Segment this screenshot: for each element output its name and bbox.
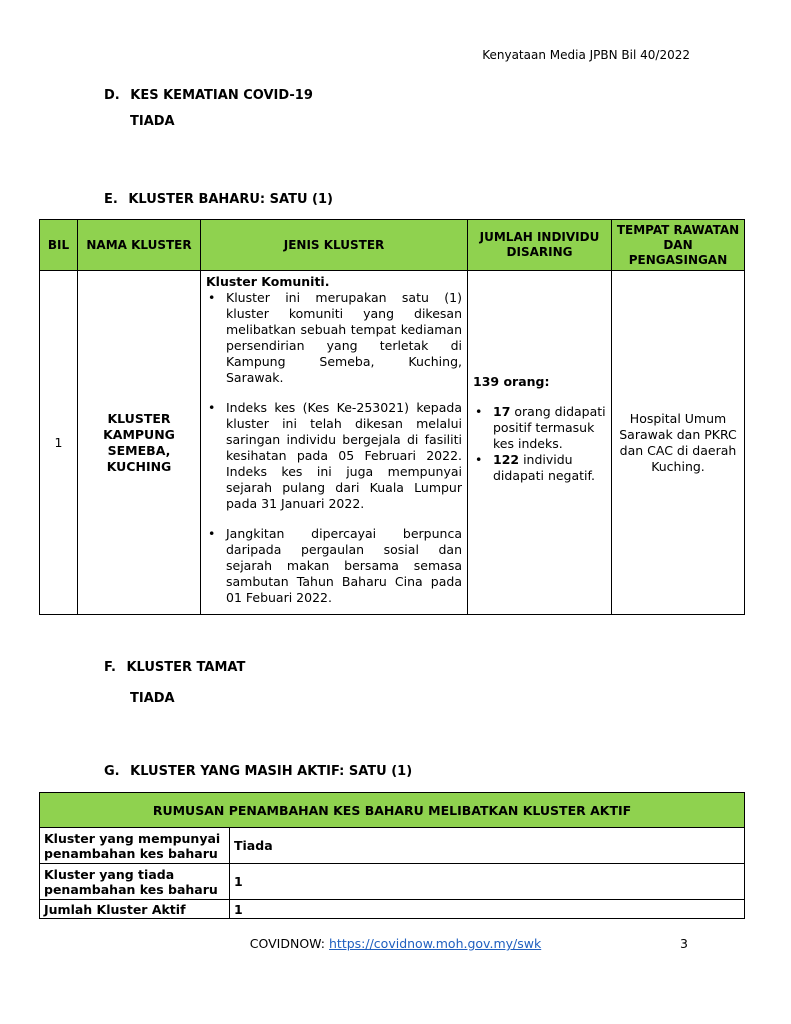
new-cluster-table — [39, 219, 745, 615]
cell-location: Hospital Umum Sarawak dan PKRC dan CAC di daerah Kuching. — [612, 271, 745, 615]
section-d-heading — [104, 88, 313, 103]
section-e-letter: E. — [104, 192, 118, 207]
table-row — [40, 271, 745, 615]
section-f-heading — [104, 660, 245, 675]
section-d-value: TIADA — [130, 114, 175, 129]
section-f-title: KLUSTER TAMAT — [126, 660, 246, 675]
section-d-letter: D. — [104, 88, 120, 103]
header-bil: BIL — [40, 220, 78, 271]
summary-value: 1 — [230, 864, 745, 900]
screened-total: 139 orang: — [473, 374, 550, 389]
screened-list — [473, 404, 606, 484]
list-item — [493, 404, 606, 452]
table-row — [40, 864, 745, 900]
section-g-letter: G. — [104, 764, 120, 779]
header-jumlah-individu: JUMLAH INDIVIDU DISARING — [468, 220, 612, 271]
cluster-type-title: Kluster Komuniti. — [206, 274, 330, 289]
list-item: • Jangkitan dipercayai berpunca daripada pergaulan sosial dan sejarah makan bersama semasa sambutan Tahun Baharu Cina pada 01 Febuari 2022. — [226, 526, 462, 606]
screened-negative-text: individu didapati negatif. — [493, 452, 595, 483]
header-nama-kluster: NAMA KLUSTER — [78, 220, 201, 271]
cluster-type-list — [206, 290, 462, 606]
screened-positive-text: orang didapati positif termasuk kes indeks. — [493, 404, 606, 451]
table-row — [40, 900, 745, 919]
footer — [0, 936, 791, 951]
footer-label: COVIDNOW: — [249, 936, 329, 951]
summary-value: 1 — [230, 900, 745, 919]
table-row — [40, 828, 745, 864]
summary-label: Kluster yang tiada penambahan kes baharu — [40, 864, 230, 900]
screened-positive-count: 17 — [493, 404, 511, 419]
summary-value: Tiada — [230, 828, 745, 864]
cell-cluster-name: KLUSTER KAMPUNG SEMEBA, KUCHING — [78, 271, 201, 615]
section-f-letter: F. — [104, 660, 116, 675]
section-f-value: TIADA — [130, 691, 175, 706]
cell-cluster-type — [201, 271, 468, 615]
active-cluster-summary-table — [39, 792, 745, 919]
header-tempat-rawatan: TEMPAT RAWATAN DAN PENGASINGAN — [612, 220, 745, 271]
header-jenis-kluster: JENIS KLUSTER — [201, 220, 468, 271]
document-reference: Kenyataan Media JPBN Bil 40/2022 — [482, 48, 690, 62]
summary-label: Kluster yang mempunyai penambahan kes baharu — [40, 828, 230, 864]
table-header-row — [40, 220, 745, 271]
summary-title: RUMUSAN PENAMBAHAN KES BAHARU MELIBATKAN KLUSTER AKTIF — [40, 793, 745, 828]
list-item — [493, 452, 606, 484]
section-e-title: KLUSTER BAHARU: SATU (1) — [128, 192, 333, 207]
section-e-heading — [104, 192, 333, 207]
page-number: 3 — [680, 936, 688, 951]
screened-negative-count: 122 — [493, 452, 520, 467]
list-item: • Indeks kes (Kes Ke-253021) kepada kluster ini telah dikesan melalui saringan individu bergejala di fasiliti kesihatan pada 05 Februari 2022. Indeks kes ini juga mempunyai sejarah pulang dari Kuala Lumpur pada 31 Januari 2022. — [226, 400, 462, 512]
covidnow-link[interactable]: https://covidnow.moh.gov.my/swk — [329, 936, 542, 951]
summary-label: Jumlah Kluster Aktif — [40, 900, 230, 919]
cell-bil: 1 — [40, 271, 78, 615]
section-d-title: KES KEMATIAN COVID-19 — [130, 88, 313, 103]
cell-screened — [468, 271, 612, 615]
section-g-title: KLUSTER YANG MASIH AKTIF: SATU (1) — [130, 764, 413, 779]
section-g-heading — [104, 764, 412, 779]
list-item: • Kluster ini merupakan satu (1) kluster komuniti yang dikesan melibatkan sebuah tempat kediaman persendirian yang terletak di Kampung Semeba, Kuching, Sarawak. — [226, 290, 462, 386]
